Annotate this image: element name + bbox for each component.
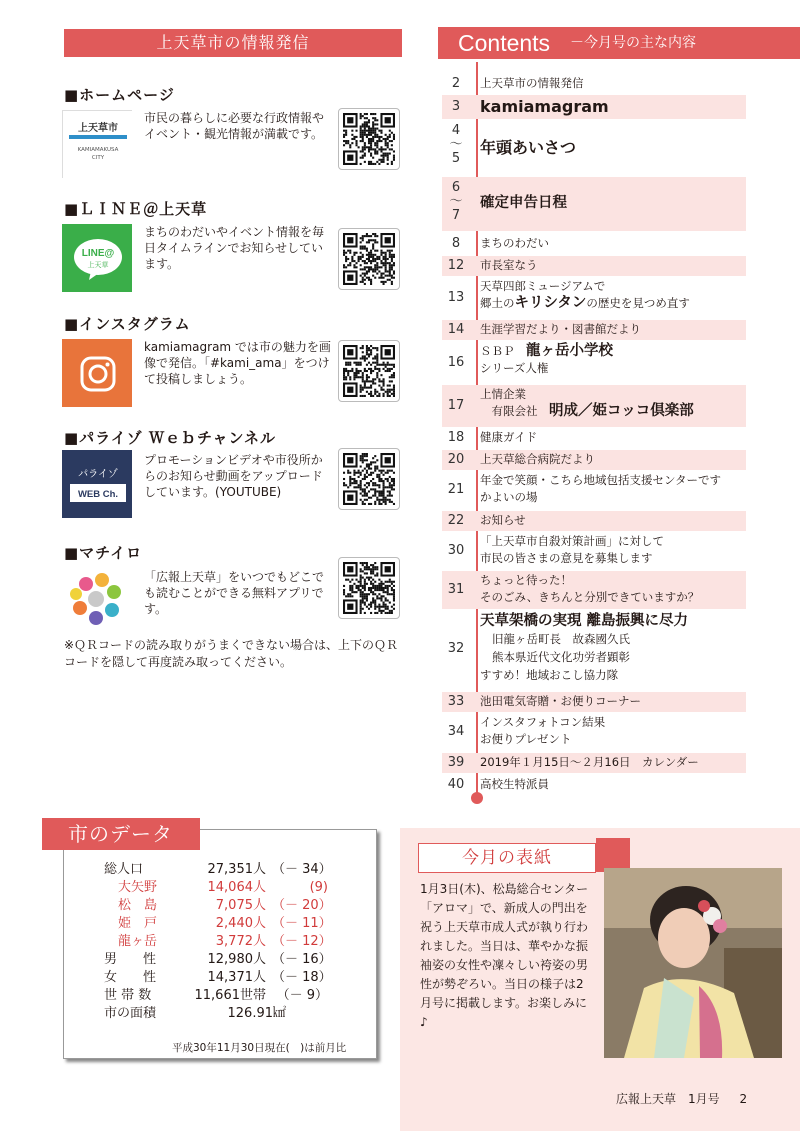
toc-page: 22 xyxy=(447,513,465,528)
paraiso-logo-bottom: WEB Ch. xyxy=(77,489,119,500)
toc-page: 13 xyxy=(447,290,465,305)
toc-row[interactable] xyxy=(442,428,746,448)
cover-photo xyxy=(604,868,782,1058)
toc-page: 31 xyxy=(447,582,465,597)
line-qr-code[interactable] xyxy=(338,228,400,290)
cover-title: 今月の表紙 xyxy=(418,843,596,873)
paraiso-qr-code[interactable] xyxy=(338,448,400,510)
toc-row[interactable] xyxy=(442,74,746,94)
data-change: (9) xyxy=(309,880,328,895)
toc-row[interactable] xyxy=(442,278,746,318)
data-value: 14,064人 xyxy=(207,880,266,895)
line-desc: まちのわだいやイベント情報を毎日タイムラインでお知らせしています。 xyxy=(144,225,325,271)
toc-title-line1: 天草四郎ミュージアムで xyxy=(480,279,606,293)
data-change: （－ 34） xyxy=(272,862,332,877)
contents-subtitle: －今月号の主な内容 xyxy=(570,35,696,51)
toc-page: 39 xyxy=(447,755,465,770)
toc-title: 池田電気寄贈・お便りコーナー xyxy=(480,694,641,708)
paraiso-title: ■パライゾ Ｗｅｂチャンネル xyxy=(64,429,277,447)
data-change: （－ 20） xyxy=(272,898,332,913)
city-logo-sub2: CITY xyxy=(91,155,105,161)
toc-page: 8 xyxy=(451,236,461,251)
toc-page: 40 xyxy=(447,777,465,792)
city-logo[interactable] xyxy=(62,110,132,178)
toc-page: 3 xyxy=(451,99,461,114)
contents-banner xyxy=(438,27,800,59)
qr-note: ※ＱＲコードの読み取りがうまくできない場合は、上下のＱＲコードを隠して再度読み取ってください。 xyxy=(64,638,399,669)
cover-description: 1月3日(木)、松島総合センター「アロマ」で、新成人の門出を祝う上天草市成人式が執り行われました。当日は、華やかな振袖姿の女性や凜々しい袴姿の男性が勢ぞろい。当日の様子は2月号に掲載します。お楽しみに♪ xyxy=(420,882,589,1029)
footer-page-number: 2 xyxy=(739,1092,748,1106)
homepage-desc: 市民の暮らしに必要な行政情報やイベント・観光情報が満載です。 xyxy=(144,111,325,141)
instagram-desc: kamiamagram では市の魅力を画像で発信。「#kami_ama」をつけて投稿しましょう。 xyxy=(144,340,331,386)
data-change: （－ 16） xyxy=(272,952,332,967)
toc-row[interactable] xyxy=(442,320,746,340)
toc-row[interactable] xyxy=(442,122,746,174)
toc-title: 上天草市の情報発信 xyxy=(480,76,584,90)
toc-row[interactable] xyxy=(442,472,746,508)
toc-title: 2019年１月15日～２月16日 カレンダー xyxy=(480,755,699,769)
data-label: 男 性 xyxy=(104,952,157,967)
toc-title-line1: 「上天草市自殺対策計画」に対して xyxy=(480,534,664,548)
machiiro-app-icon[interactable] xyxy=(62,566,132,634)
city-data-title: 市のデータ xyxy=(42,818,200,850)
line-title: ■ＬＩＮＥ＠上天草 xyxy=(64,200,208,218)
toc-title-line1b: 龍ヶ岳小学校 xyxy=(526,343,613,359)
toc-page: 32 xyxy=(447,641,465,656)
city-logo-main: 上天草市 xyxy=(78,123,118,134)
homepage-qr-code[interactable] xyxy=(338,108,400,170)
line-badge-line1: LINE@ xyxy=(81,248,115,259)
data-label: 姫 戸 xyxy=(118,916,158,931)
toc-page: 18 xyxy=(447,430,465,445)
data-value: 7,075人 xyxy=(215,898,266,913)
machiiro-desc: 「広報上天草」をいつでもどこでも読むことができる無料アプリです。 xyxy=(144,570,325,616)
toc-title-line1: インスタフォトコン結果 xyxy=(480,715,606,729)
toc-title-line2a: 有限会社 xyxy=(480,404,549,418)
paraiso-desc: プロモーションビデオや市役所からのお知らせ動画をアップロードしています。(YOUTUBE) xyxy=(144,453,323,499)
toc-title: まちのわだい xyxy=(480,236,549,250)
toc-row[interactable] xyxy=(442,714,746,750)
toc-row[interactable] xyxy=(442,775,746,795)
toc-row[interactable] xyxy=(442,95,746,119)
data-label: 女 性 xyxy=(104,970,157,985)
contents-title: Contents xyxy=(458,30,551,56)
toc-title-line2: シリーズ人権 xyxy=(480,361,549,375)
data-label: 龍ヶ岳 xyxy=(118,934,158,949)
toc-title-line3: 熊本県近代文化功労者顕彰 xyxy=(492,650,630,664)
toc-row[interactable] xyxy=(442,533,746,569)
toc-title-line2b: 明成／姫コッコ倶楽部 xyxy=(549,403,694,419)
data-value: 27,351人 xyxy=(207,862,266,877)
data-change: （－ 11） xyxy=(272,916,332,931)
toc-row[interactable] xyxy=(442,256,746,276)
toc-row[interactable] xyxy=(442,692,746,712)
data-note: 平成30年11月30日現在( )は前月比 xyxy=(172,1042,347,1054)
data-value: 3,772人 xyxy=(215,934,266,949)
toc-title-line1a: ＳＢＰ xyxy=(480,344,526,358)
info-banner: 上天草市の情報発信 xyxy=(64,29,402,57)
data-label: 松 島 xyxy=(118,898,158,913)
toc-page: 21 xyxy=(447,482,465,497)
instagram-icon[interactable] xyxy=(62,339,132,407)
data-change: （－ 9） xyxy=(276,988,328,1003)
toc-page: 34 xyxy=(447,724,465,739)
data-change: （－ 12） xyxy=(272,934,332,949)
toc-title-line1: 年金で笑顔・こちら地域包括支援センターです xyxy=(480,473,722,487)
toc-title-line2c: の歴史を見つめ直す xyxy=(586,296,690,310)
data-label: 世 帯 数 xyxy=(104,988,152,1003)
toc-title: 健康ガイド xyxy=(480,430,538,444)
toc-row[interactable] xyxy=(442,571,746,609)
toc-title: お知らせ xyxy=(480,513,526,527)
toc-title-line1: 上情企業 xyxy=(480,387,526,401)
homepage-title: ■ホームページ xyxy=(64,86,175,104)
data-value: 12,980人 xyxy=(207,952,266,967)
data-label: 市の面積 xyxy=(104,1006,157,1021)
toc-title: kamiamagram xyxy=(480,97,609,116)
footer-publication: 広報上天草 1月号 xyxy=(616,1092,720,1106)
toc-title-line1: ちょっと待った！ xyxy=(480,573,572,587)
footer xyxy=(616,1090,747,1107)
line-app-icon[interactable] xyxy=(62,224,132,292)
data-value: 14,371人 xyxy=(207,970,266,985)
toc-page: 6 ～ 7 xyxy=(449,180,463,223)
toc-title-line2: お便りプレゼント xyxy=(480,732,572,746)
toc-title-line2: かよいの場 xyxy=(480,490,538,504)
machiiro-title: ■マチイロ xyxy=(64,544,143,562)
toc-row[interactable] xyxy=(442,450,746,470)
toc-row[interactable] xyxy=(442,753,746,773)
toc-title: 市長室なう xyxy=(480,258,538,272)
toc-title-line4: すすめ！地域おこし協力隊 xyxy=(480,668,619,682)
data-label: 大矢野 xyxy=(118,880,158,895)
toc-title-line2b: キリシタン xyxy=(514,295,587,311)
toc-page: 12 xyxy=(447,258,465,273)
toc-title: 年頭あいさつ xyxy=(480,138,577,157)
toc-page: 16 xyxy=(447,355,465,370)
toc-row[interactable] xyxy=(442,612,746,690)
toc-row[interactable] xyxy=(442,234,746,254)
data-change: （－ 18） xyxy=(272,970,332,985)
toc-title-line2: 市民の皆さまの意見を募集します xyxy=(480,551,653,565)
toc-page: 17 xyxy=(447,398,465,413)
toc-page: 30 xyxy=(447,543,465,558)
paraiso-logo-top: パライゾ xyxy=(78,469,118,480)
machiiro-qr-code[interactable] xyxy=(338,557,400,619)
line-badge-line2: 上天草 xyxy=(87,261,109,269)
instagram-title: ■インスタグラム xyxy=(64,315,191,333)
toc-title: 生涯学習だより・図書館だより xyxy=(480,322,641,336)
toc-row[interactable] xyxy=(442,385,746,427)
cover-tab-accent xyxy=(596,838,630,872)
data-value: 11,661世帯 xyxy=(194,988,266,1003)
toc-page: 4 ～ 5 xyxy=(449,123,463,166)
toc-title: 高校生特派員 xyxy=(480,777,549,791)
toc-page: 20 xyxy=(447,452,465,467)
data-value: 2,440人 xyxy=(215,916,266,931)
toc-title-line2a: 郷土の xyxy=(480,296,515,310)
paraiso-channel-icon[interactable] xyxy=(62,450,132,518)
data-value: 126.91㎢ xyxy=(227,1006,286,1021)
toc-row[interactable] xyxy=(442,343,746,383)
city-logo-sub1: KAMIAMAKUSA xyxy=(77,147,119,153)
toc-title-line2: 旧龍ヶ岳町長 故森國久氏 xyxy=(492,632,630,646)
toc-title: 確定申告日程 xyxy=(480,195,567,211)
toc-page: 33 xyxy=(447,694,465,709)
instagram-qr-code[interactable] xyxy=(338,340,400,402)
toc-page: 14 xyxy=(447,322,465,337)
toc-title-line1: 天草架橋の実現 離島振興に尽力 xyxy=(480,613,689,629)
toc-row[interactable] xyxy=(442,511,746,531)
data-label: 総人口 xyxy=(104,862,144,877)
toc-row[interactable] xyxy=(442,177,746,231)
toc-title: 上天草総合病院だより xyxy=(480,452,595,466)
toc-page: 2 xyxy=(451,76,461,91)
toc-title-line2: そのごみ、きちんと分別できていますか？ xyxy=(480,590,700,604)
